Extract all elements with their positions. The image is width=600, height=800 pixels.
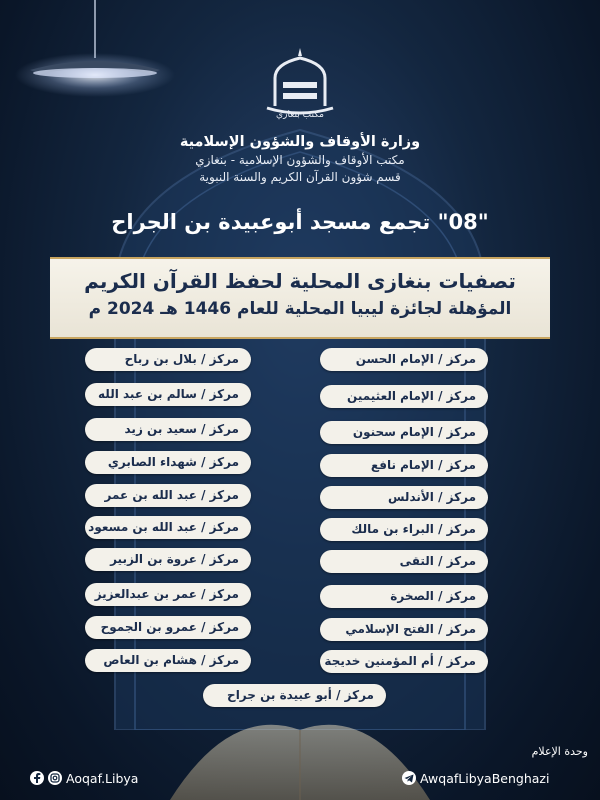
center-item: مركز / هشام بن العاص	[85, 649, 251, 672]
banner-subtitle: المؤهلة لجائزة ليبيا المحلية للعام 1446 هـ 2024 م	[88, 299, 512, 319]
facebook-icon[interactable]	[30, 771, 44, 785]
gathering-title: "08" تجمع مسجد أبوعبيدة بن الجراح	[111, 210, 489, 234]
center-item: مركز / البراء بن مالك	[320, 518, 488, 541]
social-right[interactable]	[402, 768, 549, 788]
center-item-last: مركز / أبو عبيدة بن جراح	[203, 684, 386, 707]
center-item: مركز / الصخرة	[320, 585, 488, 608]
center-item: مركز / عروة بن الزبير	[85, 548, 251, 571]
telegram-handle[interactable]: AwqafLibyaBenghazi	[420, 770, 550, 786]
center-item: مركز / الفتح الإسلامي	[320, 618, 488, 641]
center-item: مركز / الإمام سحنون	[320, 421, 488, 444]
social-left[interactable]	[30, 768, 138, 788]
center-item: مركز / سعيد بن زيد	[85, 418, 251, 441]
media-unit-label: وحدة الإعلام	[531, 745, 588, 758]
title-banner	[50, 257, 550, 339]
ceiling-lamp-icon	[0, 0, 200, 130]
center-item: مركز / بلال بن رباح	[85, 348, 251, 371]
center-item: مركز / عبد الله بن مسعود	[85, 516, 251, 539]
office-name: مكتب الأوقاف والشؤون الإسلامية - بنغازي	[195, 153, 405, 167]
center-item: مركز / عمرو بن الجموح	[85, 616, 251, 639]
center-item: مركز / شهداء الصابري	[85, 451, 251, 474]
center-item: مركز / عمر بن عبدالعزيز	[85, 583, 251, 606]
center-item: مركز / الإمام نافع	[320, 454, 488, 477]
center-item: مركز / التقى	[320, 550, 488, 573]
facebook-handle[interactable]: Aoqaf.Libya	[66, 770, 139, 786]
center-item: مركز / أم المؤمنين خديجة	[320, 650, 488, 673]
banner-title: تصفيات بنغازى المحلية لحفظ القرآن الكريم	[84, 269, 516, 293]
centers-list	[0, 345, 600, 702]
ministry-header	[130, 132, 470, 186]
center-item: مركز / عبد الله بن عمر	[85, 484, 251, 507]
instagram-icon[interactable]	[48, 771, 62, 785]
center-item: مركز / الإمام الحسن	[320, 348, 488, 371]
logo-caption: مكتب بنغازي	[276, 110, 324, 120]
ministry-name: وزارة الأوقاف والشؤون الإسلامية	[179, 134, 421, 150]
center-item: مركز / الأندلس	[320, 486, 488, 509]
center-item: مركز / سالم بن عبد الله	[85, 383, 251, 406]
center-item: مركز / الإمام العثيمين	[320, 385, 488, 408]
department-name: قسم شؤون القرآن الكريم والسنة النبوية	[199, 170, 401, 184]
telegram-icon[interactable]	[402, 771, 416, 785]
